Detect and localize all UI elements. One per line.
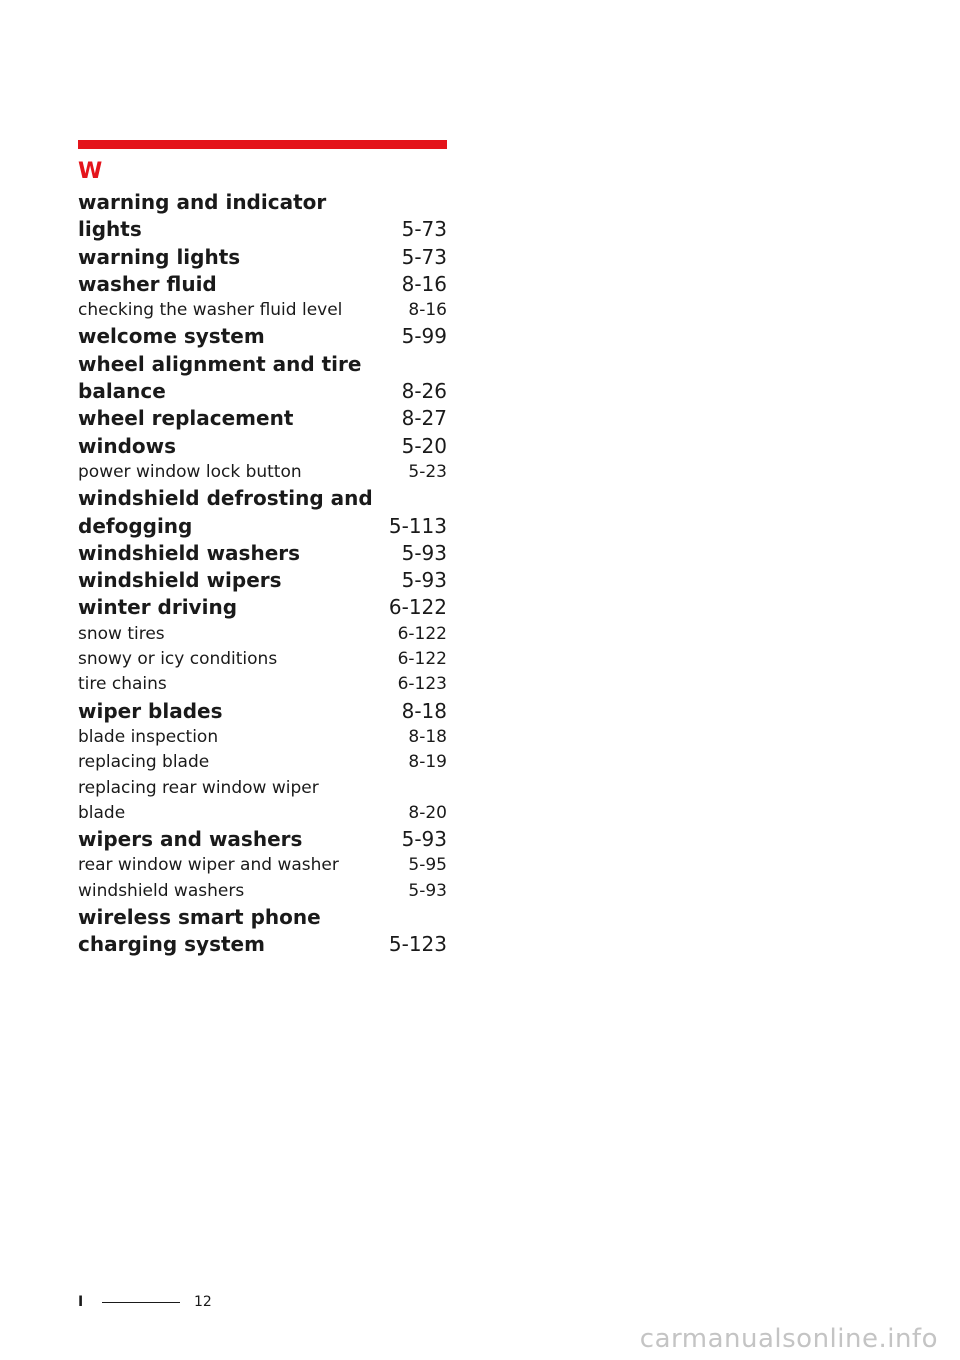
entry-page-ref: 8-18 (408, 726, 447, 747)
entry-term: windshield washers (78, 540, 301, 565)
entry-term: replacing rear window wiper blade (78, 777, 319, 823)
entry-page-ref: 5-93 (401, 540, 447, 565)
index-entry (78, 594, 447, 621)
index-subentry (78, 750, 447, 775)
entry-page-ref: 8-26 (401, 379, 447, 404)
entry-page-ref: 8-27 (401, 406, 447, 431)
entry-page-ref: 8-16 (401, 271, 447, 296)
index-entry (78, 323, 447, 350)
entry-page-ref: 5-123 (388, 932, 447, 957)
entry-term: wireless smart phone charging system (78, 905, 321, 957)
entry-page-ref: 8-19 (408, 752, 447, 773)
index-column (78, 140, 447, 959)
index-entry (78, 244, 447, 271)
entry-page-ref: 6-123 (397, 674, 447, 695)
index-entry (78, 433, 447, 460)
entry-term: windshield washers (78, 880, 245, 901)
entry-page-ref: 5-20 (401, 433, 447, 458)
entry-term: windows (78, 433, 177, 458)
entry-page-ref: 6-122 (397, 623, 447, 644)
entry-term: snowy or icy conditions (78, 649, 278, 670)
entry-term: tire chains (78, 674, 167, 695)
footer-rule (102, 1302, 180, 1303)
entry-term: winter driving (78, 595, 238, 620)
index-subentry (78, 879, 447, 904)
entry-term: washer fluid (78, 271, 217, 296)
entry-page-ref: 6-122 (397, 649, 447, 670)
entry-term: wiper blades (78, 698, 223, 723)
entry-page-ref: 8-20 (408, 802, 447, 823)
index-entry-list (78, 189, 447, 959)
section-letter: W (78, 159, 103, 184)
entry-page-ref: 5-93 (401, 568, 447, 593)
index-subentry (78, 622, 447, 647)
entry-term: wipers and washers (78, 827, 303, 852)
entry-page-ref: 5-113 (388, 513, 447, 538)
entry-page-ref: 5-73 (401, 217, 447, 242)
page-footer (78, 1291, 212, 1313)
watermark: carmanualsonline.info (639, 1324, 938, 1354)
entry-term: checking the washer fluid level (78, 300, 343, 321)
entry-page-ref: 5-99 (401, 324, 447, 349)
entry-term: replacing blade (78, 752, 210, 773)
entry-term: warning and indicator lights (78, 190, 327, 242)
entry-page-ref: 5-23 (408, 461, 447, 482)
index-entry (78, 567, 447, 594)
footer-section-mark: I (78, 1294, 84, 1310)
index-entry (78, 540, 447, 567)
entry-term: wheel alignment and tire balance (78, 351, 362, 404)
index-entry (78, 904, 447, 959)
entry-page-ref: 5-73 (401, 244, 447, 269)
entry-page-ref: 5-93 (401, 827, 447, 852)
index-entry (78, 189, 447, 244)
index-subentry (78, 460, 447, 485)
entry-page-ref: 8-16 (408, 300, 447, 321)
entry-term: welcome system (78, 324, 265, 349)
index-entry (78, 271, 447, 298)
index-entry (78, 351, 447, 406)
footer-page-number: 12 (194, 1294, 212, 1310)
index-subentry (78, 672, 447, 697)
index-entry (78, 698, 447, 725)
entry-page-ref: 5-95 (408, 855, 447, 876)
entry-term: warning lights (78, 244, 241, 269)
entry-term: windshield wipers (78, 568, 282, 593)
entry-term: snow tires (78, 623, 165, 644)
index-subentry (78, 725, 447, 750)
entry-term: rear window wiper and washer (78, 855, 339, 876)
entry-page-ref: 6-122 (388, 595, 447, 620)
entry-term: windshield defrosting and defogging (78, 486, 373, 538)
entry-term: power window lock button (78, 461, 302, 482)
index-subentry (78, 853, 447, 878)
index-entry (78, 485, 447, 540)
index-subentry (78, 776, 447, 827)
entry-page-ref: 5-93 (408, 880, 447, 901)
index-entry (78, 405, 447, 432)
entry-term: wheel replacement (78, 406, 294, 431)
entry-term: blade inspection (78, 726, 219, 747)
index-entry (78, 826, 447, 853)
index-subentry (78, 647, 447, 672)
entry-page-ref: 8-18 (401, 698, 447, 723)
section-red-bar (78, 140, 447, 149)
index-subentry (78, 298, 447, 323)
